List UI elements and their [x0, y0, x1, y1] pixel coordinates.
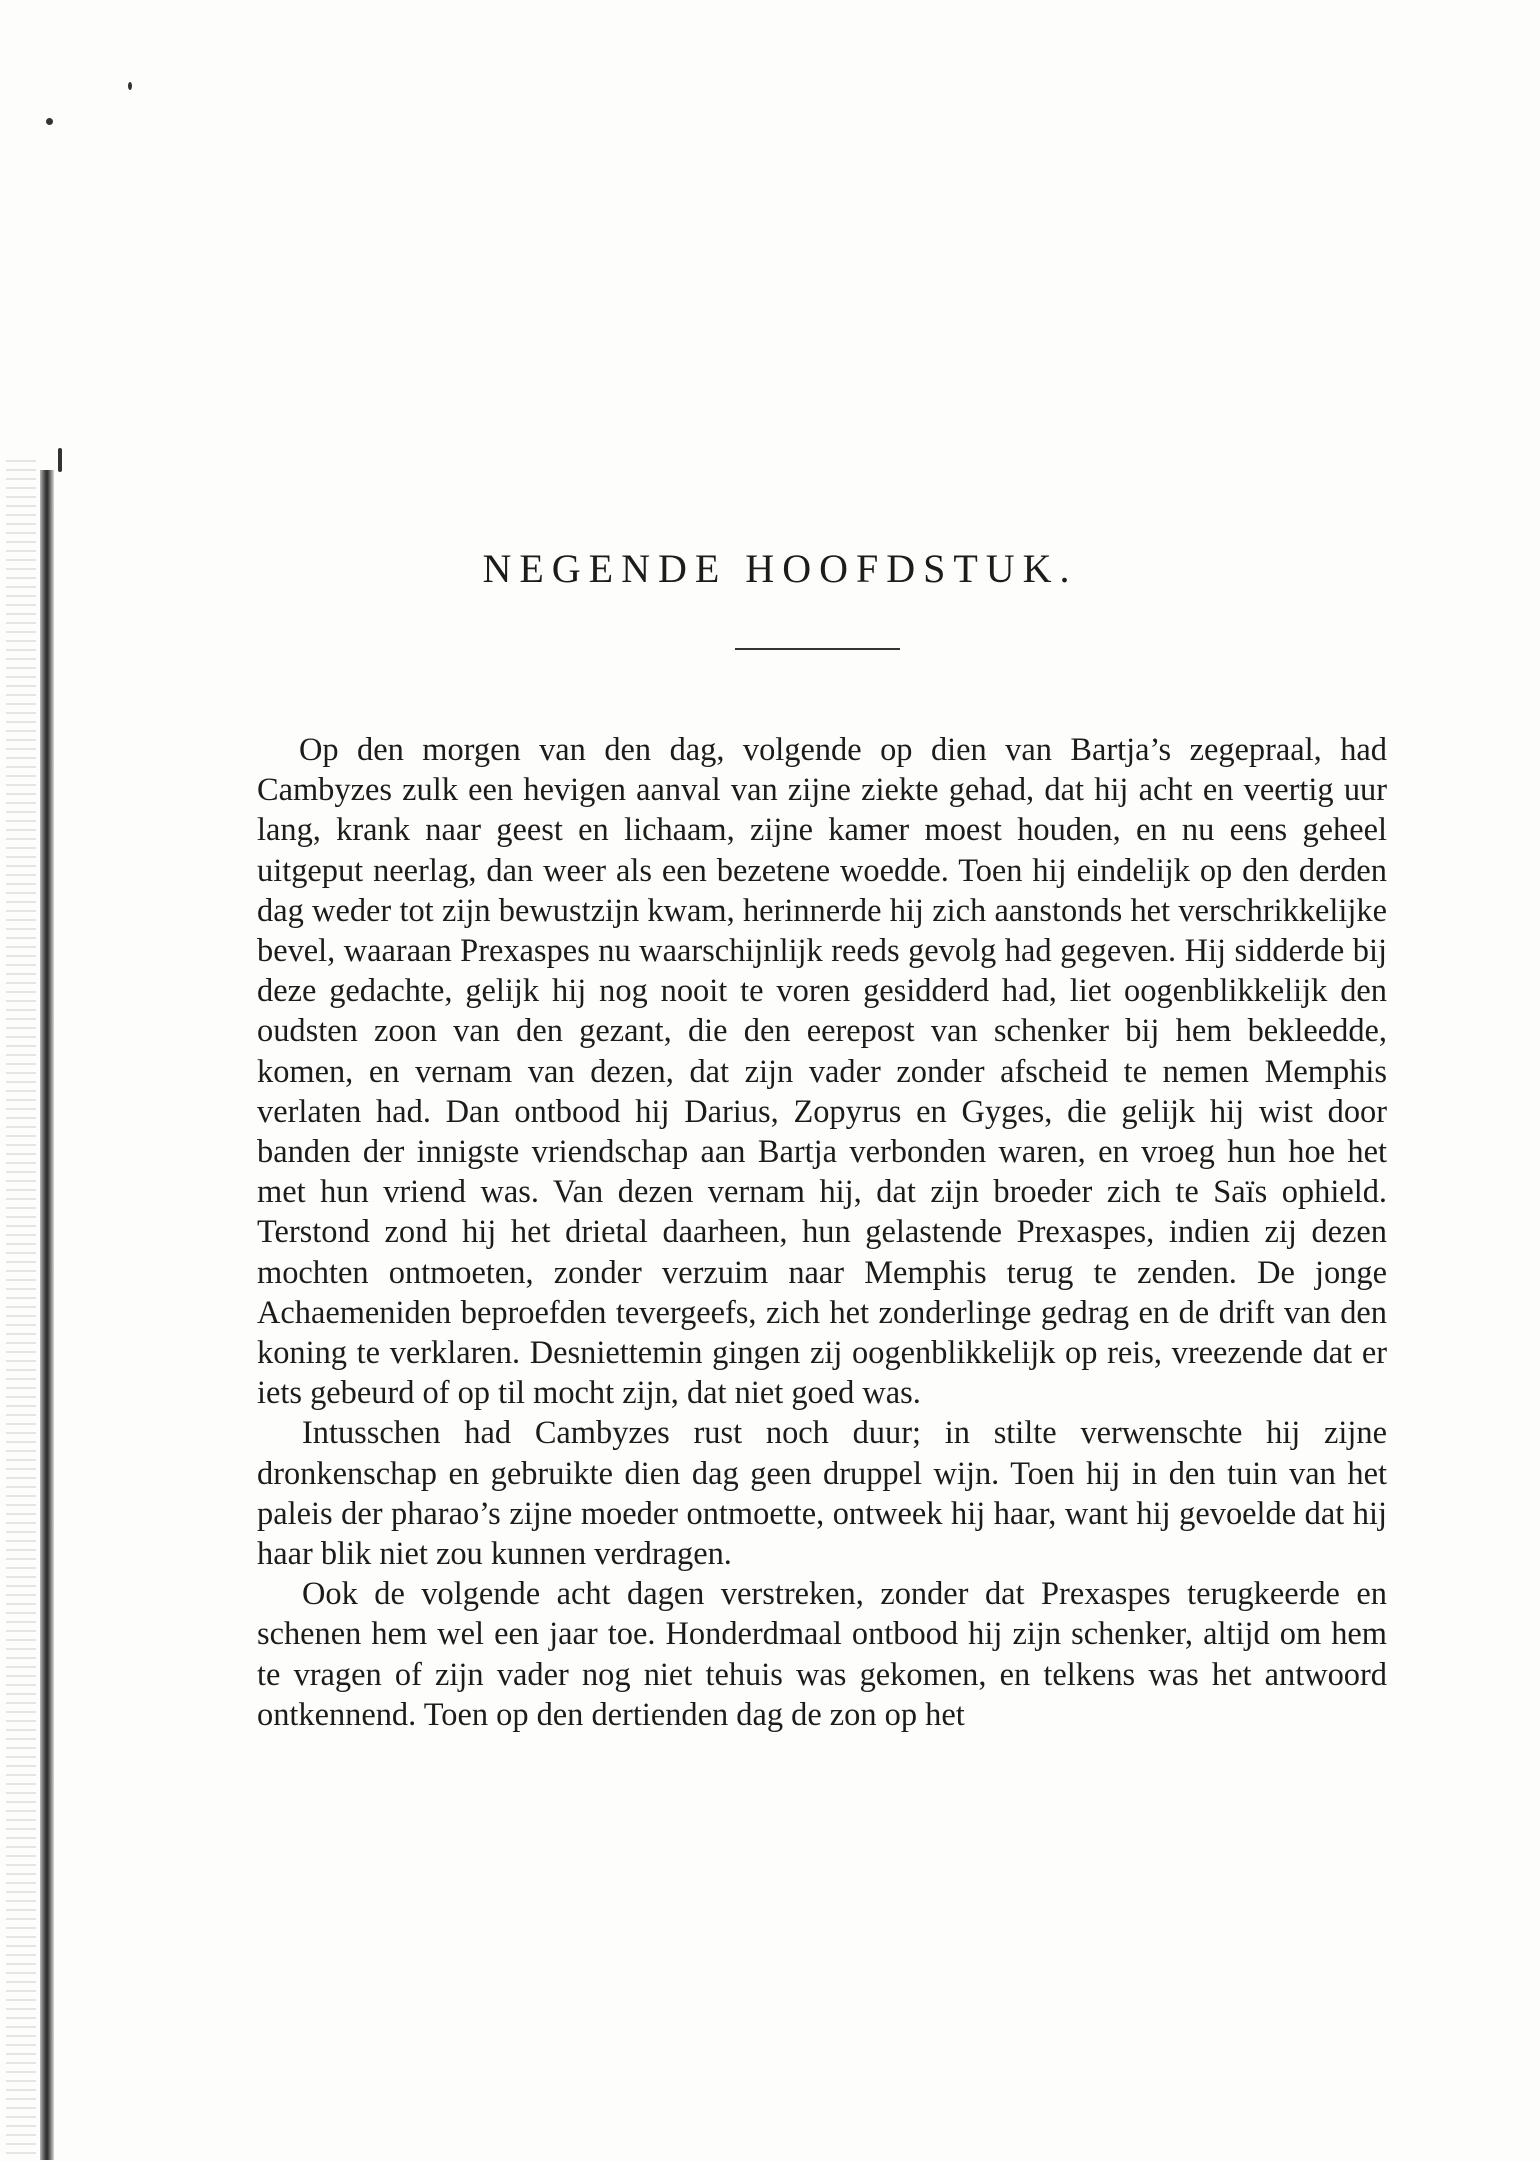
scan-speck	[128, 82, 132, 90]
paragraph: Ook de volgende acht dagen verstreken, zonder dat Prexaspes terugkeerde en schenen hem wel een jaar toe. Honderdmaal ontbood hij zijn schenker, altijd om hem te vragen of zijn vader nog niet tehuis was gekomen, en telkens was het antwoord ontkennend. Toen op den dertienden dag de zon op het	[257, 1576, 1387, 1733]
paragraph: Op den morgen van den dag, volgende op dien van Bartja’s zegepraal, had Cambyzes zulk een hevigen aanval van zijne ziekte gehad, dat hij acht en veertig uur lang, krank naar geest en lichaam, zijne kamer moest houden, en nu eens geheel uitgeput neerlag, dan weer als een bezetene woedde. Toen hij eindelijk op den derden dag weder tot zijn bewustzijn kwam, herinnerde hij zich aanstonds het verschrikkelijke bevel, waaraan Prexaspes nu waarschijnlijk reeds gevolg had gegeven. Hij sidderde bij deze gedachte, gelijk hij nog nooit te voren gesidderd had, liet oogenblikkelijk den oudsten zoon van den gezant, die den eerepost van schenker bij hem bekleedde, komen, en vernam van dezen, dat zijn vader zonder afscheid te nemen Memphis verlaten had. Dan ontbood hij Darius, Zopyrus en Gyges, die gelijk hij wist door banden der innigste vriendschap aan Bartja verbonden waren, en vroeg hun hoe het met hun vriend was. Van dezen vernam hij, dat zijn broeder zich te Saïs ophield. Terstond zond hij het drietal daarheen, hun gelastende Prexaspes, indien zij dezen mochten ontmoeten, zonder verzuim naar Memphis terug te zenden. De jonge Achaemeniden beproefden tevergeefs, zich het zonderlinge gedrag en de drift van den koning te verklaren. Desniettemin gingen zij oogenblikkelijk op reis, vreezende dat er iets gebeurd of op til mocht zijn, dat niet goed was.	[257, 732, 1387, 1412]
paragraph: Intusschen had Cambyzes rust noch duur; in stilte verwenschte hij zijne dronkenschap en gebruikte dien dag geen druppel wijn. Toen hij in den tuin van het paleis der pharao’s zijne moeder ontmoette, ontweek hij haar, want hij gevoelde dat hij haar blik niet zou kunnen verdragen.	[257, 1415, 1387, 1573]
body-text	[257, 730, 1387, 1735]
scan-speck	[46, 118, 53, 125]
scan-speck	[58, 448, 62, 472]
binding-shadow	[6, 460, 36, 2160]
binding-edge	[40, 470, 54, 2160]
title-divider	[735, 648, 900, 650]
chapter-title: NEGENDE HOOFDSTUK.	[482, 546, 1078, 591]
